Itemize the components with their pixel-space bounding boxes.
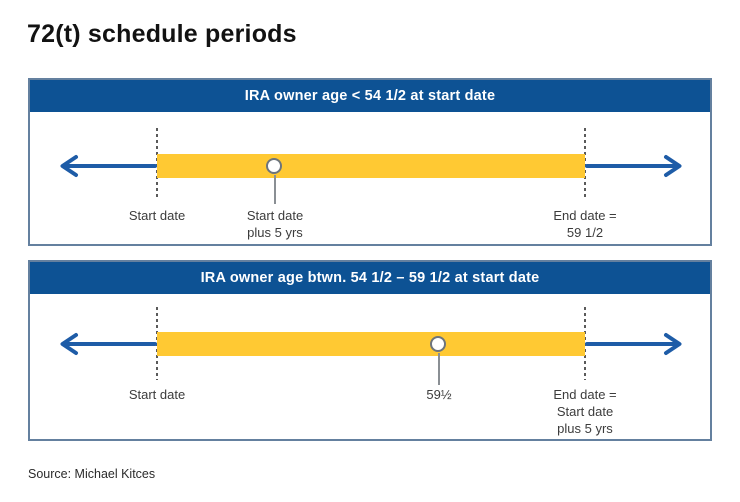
schedule-period-bar [157,332,585,356]
age-59-half-label [426,386,451,403]
label-line: plus 5 yrs [557,421,613,437]
end-date-label [553,207,616,241]
schedule-period-bar [157,154,585,178]
left-arrow-icon [57,152,157,180]
panel-age-under-54-half [28,78,712,246]
right-arrow-icon [585,330,685,358]
end-date-label [553,386,616,437]
marker-circle-icon [266,158,282,174]
label-line: plus 5 yrs [247,225,303,241]
start-date-label: Start date [128,208,186,223]
page-title: 72(t) schedule periods [27,20,297,48]
label-line: Start date [246,208,304,223]
label-line: Start date [556,404,614,420]
panel-2-header: IRA owner age btwn. 54 1/2 – 59 1/2 at start date [30,262,710,294]
label-line: 59 1/2 [566,225,604,241]
source-attribution: Source: Michael Kitces [28,467,156,481]
label-line: End date = [553,208,617,223]
start-date-label: Start date [128,387,186,402]
left-arrow-icon [57,330,157,358]
panel-1-timeline [30,112,710,244]
panel-age-between-54-59-half [28,260,712,441]
plus-5-yrs-label [247,207,303,241]
marker-stem [274,175,276,204]
right-arrow-icon [585,152,685,180]
label-line: End date = [553,387,617,402]
label-line: 59½ [426,387,452,402]
panel-2-timeline [30,294,710,439]
panel-1-header: IRA owner age < 54 1/2 at start date [30,80,710,112]
marker-circle-icon [430,336,446,352]
marker-stem [438,353,440,385]
